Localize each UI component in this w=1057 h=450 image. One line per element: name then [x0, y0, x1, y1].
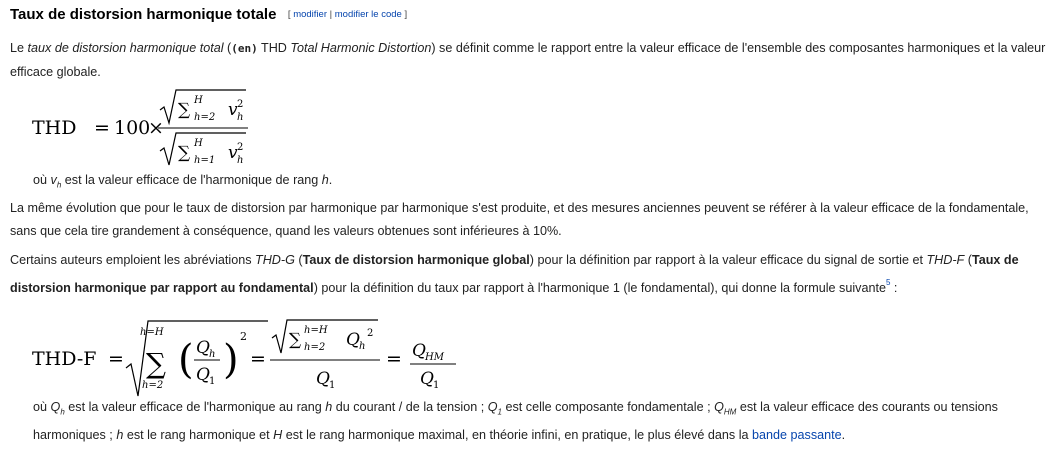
- var-v-numerator: v: [228, 100, 238, 120]
- text: (: [964, 253, 972, 267]
- var: h: [325, 400, 333, 414]
- sigma-denominator: ∑: [178, 143, 191, 163]
- edit-code-link[interactable]: modifier le code: [334, 9, 402, 20]
- sub-denominator: h: [237, 155, 244, 166]
- text: .: [841, 428, 846, 443]
- text: THD: [257, 41, 291, 55]
- formula2-equals-1: =: [108, 348, 124, 370]
- text: est la valeur efficace de l'harmonique au rang: [64, 400, 326, 414]
- exp-numerator: 2: [237, 99, 244, 110]
- text: (: [294, 253, 303, 267]
- var: h: [116, 428, 124, 443]
- abbr: THD-G: [255, 253, 295, 267]
- right-paren: ): [223, 337, 239, 383]
- text: où: [33, 173, 51, 187]
- text: :: [890, 280, 898, 295]
- edit-bracket-open: [: [287, 9, 291, 20]
- formula2-equals-3: =: [386, 348, 402, 370]
- big-sigma: ∑: [146, 347, 166, 380]
- QHM: Q: [412, 341, 426, 361]
- formula-coefficient: 100: [114, 117, 151, 139]
- text: est le rang harmonique maximal, en théorie infini, en pratique, le plus élevé dans la: [282, 428, 753, 443]
- Q1-last: Q: [420, 369, 434, 389]
- Q1-last-sub: 1: [433, 380, 440, 391]
- var-sub: h: [56, 180, 62, 190]
- formula-equals: =: [94, 117, 110, 139]
- text: ) pour la définition par rapport à la valeur efficace du signal de sortie et: [529, 253, 927, 267]
- sum-lower: h=2: [142, 380, 164, 391]
- bande-passante-link[interactable]: bande passante: [752, 428, 842, 443]
- var: H: [273, 428, 283, 443]
- var: h: [321, 173, 329, 187]
- sum-upper-denominator: H: [194, 138, 203, 149]
- var-sub: h: [60, 407, 65, 417]
- formula-explanation-2: [33, 396, 1048, 447]
- sum-lower-middle: h=2: [304, 342, 326, 353]
- sum-lower-numerator: h=2: [194, 112, 216, 123]
- language-badge: (en): [231, 42, 258, 55]
- exp-denominator: 2: [237, 142, 244, 153]
- bold-term: Taux de distorsion harmonique par rapport au fondamental: [10, 253, 1019, 295]
- var-v-denominator: v: [228, 143, 238, 163]
- term-english: Total Harmonic Distortion: [290, 41, 432, 55]
- formula2-equals-2: =: [250, 348, 266, 370]
- var: Q: [50, 400, 61, 414]
- var: Q: [714, 400, 724, 414]
- text: (: [223, 41, 232, 55]
- sigma-middle: ∑: [289, 330, 302, 350]
- bold-term: Taux de distorsion harmonique global: [302, 253, 530, 267]
- text: où: [33, 400, 51, 414]
- left-paren: (: [178, 337, 194, 383]
- sum-lower-denominator: h=1: [194, 155, 216, 166]
- sub-numerator: h: [237, 112, 244, 123]
- sum-upper-numerator: H: [194, 95, 203, 106]
- QHM-sub: HM: [425, 352, 444, 363]
- formula2-lhs: THD-F: [32, 348, 97, 370]
- var: v: [50, 173, 57, 187]
- formula-lhs: THD: [32, 117, 77, 139]
- formula-times: ×: [148, 117, 164, 139]
- formula-thd-f: [28, 318, 498, 400]
- Q-middle: Q: [346, 330, 360, 350]
- Q-den: Q: [196, 365, 210, 385]
- section-title: Taux de distorsion harmonique totale: [10, 6, 277, 23]
- paragraph-evolution: La même évolution que pour le taux de distorsion par harmonique par harmonique s'est produite, et des mesures anciennes peuvent se référer à la valeur efficace de la fondamentale, sans que cela tire grandement à conséquence, quand les valeurs obtenues sont inférieures à 10%.: [10, 201, 1029, 238]
- outer-exponent: 2: [240, 330, 247, 343]
- text: ) pour la définition du taux par rapport à l'harmonique 1 (le fondamental), qui donne la formule suivante: [313, 280, 886, 295]
- var: Q: [487, 400, 498, 414]
- formula-thd: [28, 88, 288, 170]
- paragraph-abbreviations: [10, 249, 1050, 300]
- reference-link[interactable]: 5: [885, 277, 891, 287]
- text: Certains auteurs emploient les abréviations: [10, 253, 256, 267]
- Q1-middle: Q: [316, 369, 330, 389]
- Q-num-sub: h: [209, 349, 216, 360]
- text: Le: [10, 41, 28, 55]
- abbr: THD-F: [926, 253, 965, 267]
- text: est la valeur efficace de l'harmonique de rang: [61, 173, 322, 187]
- Q-middle-exp: 2: [367, 328, 374, 339]
- edit-bracket-close: ]: [404, 9, 408, 20]
- text: est celle composante fondamentale ;: [501, 400, 715, 414]
- Q1-middle-sub: 1: [329, 380, 336, 391]
- term-italic: taux de distorsion harmonique total: [27, 41, 224, 55]
- var-sub: 1: [497, 407, 502, 417]
- sum-upper-middle: h=H: [304, 325, 328, 336]
- edit-links: [288, 9, 407, 20]
- Q-middle-sub: h: [359, 341, 366, 352]
- text: du courant / de la tension ;: [332, 400, 488, 414]
- Q-num: Q: [196, 338, 210, 358]
- edit-separator: |: [329, 9, 333, 20]
- section-heading: [10, 6, 407, 23]
- paragraph-intro: [10, 37, 1050, 84]
- text: ) se définit comme le rapport entre la valeur efficace de l'ensemble des composantes harmoniques et la valeur efficace globale.: [10, 41, 1046, 79]
- text: est le rang harmonique et: [123, 428, 274, 443]
- text: est la valeur efficace des courants ou tensions harmoniques ;: [33, 400, 998, 443]
- text: .: [328, 173, 333, 187]
- var-sub: HM: [723, 407, 737, 417]
- formula-explanation-1: [33, 169, 1048, 197]
- edit-link[interactable]: modifier: [293, 9, 327, 20]
- Q-den-sub: 1: [209, 376, 216, 387]
- sigma-numerator: ∑: [178, 100, 191, 120]
- sum-upper: h=H: [140, 327, 164, 338]
